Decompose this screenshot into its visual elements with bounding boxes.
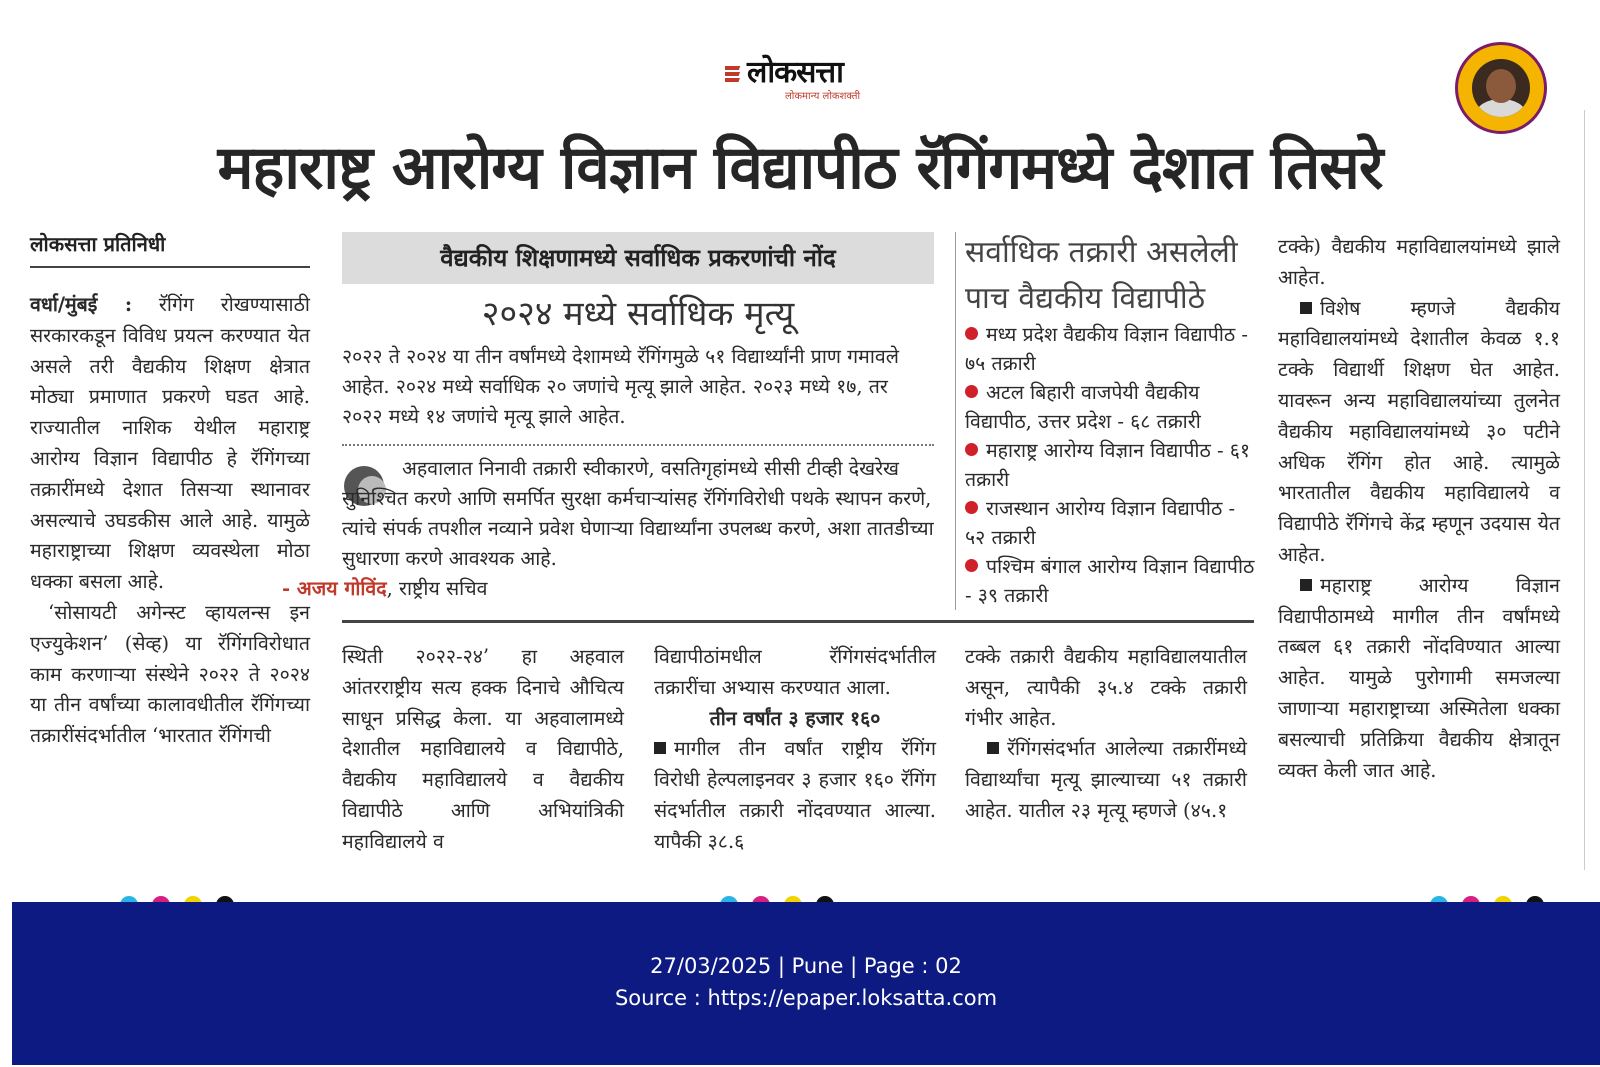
side-list-item: पश्चिम बंगाल आरोग्य विज्ञान विद्यापीठ - ३९ तक्रारी <box>965 555 1255 607</box>
side-list-item: मध्य प्रदेश वैद्यकीय विज्ञान विद्यापीठ - ७५ तक्रारी <box>965 323 1249 375</box>
square-bullet-icon <box>654 742 666 754</box>
section-rule <box>342 620 1254 623</box>
dotted-divider <box>342 444 934 446</box>
logo-text: लोकसत्ता <box>747 55 843 90</box>
headline: महाराष्ट्र आरोग्य विज्ञान विद्यापीठ रॅगिंगमध्ये देशात तिसरे <box>217 133 1383 203</box>
byline-rule <box>30 266 310 268</box>
side-list <box>965 320 1255 610</box>
side-list-item: अटल बिहारी वाजपेयी वैद्यकीय विद्यापीठ, उत्तर प्रदेश - ६८ तक्रारी <box>965 381 1201 433</box>
side-box-title: सर्वाधिक तक्रारी असलेली पाच वैद्यकीय विद्यापीठे <box>965 235 1238 316</box>
box-lead-paragraph: २०२२ ते २०२४ या तीन वर्षांमध्ये देशामध्ये रॅगिंगमुळे ५१ विद्यार्थ्यांनी प्राण गमावले आहेत. २०२४ मध्ये सर्वाधिक २० जणांचे मृत्यू झाले आहेत. २०२३ मध्ये १७, तर २०२२ मध्ये १४ जणांचे मृत्यू झाले आहेत. <box>342 345 899 428</box>
article-column-4 <box>965 642 1247 827</box>
side-list-item: महाराष्ट्र आरोग्य विज्ञान विद्यापीठ - ६१ तक्रारी <box>965 439 1251 491</box>
col5-paragraph-2: विशेष म्हणजे वैद्यकीय महाविद्यालयांमध्ये देशातील केवळ १.१ टक्के विद्यार्थी शिक्षण घेत आहेत. यावरून अन्य महाविद्यालयांच्या तुलनेत वैद्यकीय महाविद्यालयांमध्ये ३० पटीने अधिक रॅगिंग होत आहे. त्यामुळे भारतातील वैद्यकीय महाविद्यालये व विद्यापीठे रॅगिंगचे केंद्र म्हणून उदयास येत आहेत. <box>1278 296 1560 566</box>
bullet-icon <box>965 559 978 572</box>
masthead-logo <box>725 55 895 104</box>
col3-paragraph-1: विद्यापीठांमधील रॅगिंगसंदर्भातील तक्रारींचा अभ्यास करण्यात आला. <box>654 645 936 699</box>
box-subheading: २०२४ मध्ये सर्वाधिक मृत्यू <box>481 294 795 334</box>
quote-role: , राष्ट्रीय सचिव <box>386 577 488 600</box>
col1-paragraph-1: रॅगिंग रोखण्यासाठी सरकारकडून विविध प्रयत्न करण्यात येत असले तरी वैद्यकीय शिक्षण क्षेत्रात मोठ्या प्रमाणात प्रकरणे घडत आहे. राज्यातील नाशिक येथील महाराष्ट्र आरोग्य विज्ञान विद्यापीठ हे रॅगिंगच्या तक्रारींमध्ये देशात तिसऱ्या स्थानावर असल्याचे उघडकीस आले आहे. यामुळे महाराष्ट्राच्या शिक्षण व्यवस्थेला मोठा धक्का बसला आहे. <box>30 293 310 594</box>
article-column-2: स्थिती २०२२-२४’ हा अहवाल आंतरराष्ट्रीय सत्य हक्क दिनाचे औचित्य साधून प्रसिद्ध केला. या अहवालामध्ये देशातील महाविद्यालये व विद्यापीठे, वैद्यकीय महाविद्यालये व वैद्यकीय विद्यापीठे आणि अभियांत्रिकी महाविद्यालये व <box>342 645 624 853</box>
side-list-item: राजस्थान आरोग्य विज्ञान विद्यापीठ - ५२ तक्रारी <box>965 497 1236 549</box>
bullet-icon <box>965 443 978 456</box>
box-heading: वैद्यकीय शिक्षणामध्ये सर्वाधिक प्रकरणांची नोंद <box>342 232 934 284</box>
quote-body: अहवालात निनावी तक्रारी स्वीकारणे, वसतिगृहांमध्ये सीसी टीव्ही देखरेख सुनिश्चित करणे आणि समर्पित सुरक्षा कर्मचाऱ्यांसह रॅगिंगविरोधी पथके स्थापन करणे, त्यांचे संपर्क तपशील नव्याने प्रवेश घेणाऱ्या विद्यार्थ्यांना उपलब्ध करणे, अशा तातडीच्या सुधारणा करणे आवश्यक आहे. <box>342 457 934 570</box>
article-column-1 <box>30 290 310 752</box>
col5-paragraph-3: महाराष्ट्र आरोग्य विज्ञान विद्यापीठामध्ये मागील तीन वर्षांमध्ये तब्बल ६१ तक्रारी नोंदविण्यात आल्या आहेत. यामुळे पुरोगामी समजल्या जाणाऱ्या महाराष्ट्राच्या अस्मितेला धक्का बसल्याची प्रतिक्रिया वैद्यकीय क्षेत्रातून व्यक्त केली जात आहे. <box>1278 573 1560 782</box>
square-bullet-icon <box>987 742 999 754</box>
col5-paragraph-1: टक्के) वैद्यकीय महाविद्यालयांमध्ये झाले आहेत. <box>1278 235 1560 289</box>
bullet-icon <box>965 385 978 398</box>
col3-subheading: तीन वर्षांत ३ हजार १६० <box>709 706 881 730</box>
dateline: वर्धा/मुंबई : <box>30 293 133 316</box>
page-edge-rule <box>1584 110 1585 870</box>
footer-source-line: Source : https://epaper.loksatta.com <box>614 986 998 1010</box>
article-column-3 <box>654 642 936 858</box>
col3-paragraph-2: मागील तीन वर्षांत राष्ट्रीय रॅगिंग विरोधी हेल्पलाइनवर ३ हजार १६० रॅगिंग संदर्भातील तक्रारी नोंदवण्यात आल्या. यापैकी ३८.६ <box>654 737 936 853</box>
footer-date-line: 27/03/2025 | Pune | Page : 02 <box>650 954 962 978</box>
profile-seal <box>1455 42 1547 134</box>
square-bullet-icon <box>1300 579 1312 591</box>
logo-stripes-icon <box>725 64 743 84</box>
bullet-icon <box>965 327 978 340</box>
box-quote <box>282 454 934 604</box>
col1-paragraph-2: ‘सोसायटी अगेन्स्ट व्हायलन्स इन एज्युकेशन’ (सेव्ह) या रॅगिंगविरोधात काम करणाऱ्या संस्थेने २०२२ ते २०२४ या तीन वर्षांच्या कालावधीतील रॅगिंगच्या तक्रारींसंदर्भातील ‘भारतात रॅगिंगची <box>30 600 310 748</box>
bullet-icon <box>965 501 978 514</box>
article-column-5 <box>1278 232 1560 786</box>
square-bullet-icon <box>1300 302 1312 314</box>
column-rule <box>955 232 956 610</box>
logo-tagline: लोकमान्य लोकशक्ती <box>785 91 861 102</box>
footer-banner <box>12 902 1600 1065</box>
quote-author: - अजय गोविंद <box>282 577 387 600</box>
col4-paragraph-2: रॅगिंगसंदर्भात आलेल्या तक्रारींमध्ये विद्यार्थ्यांचा मृत्यू झाल्याच्या ५१ तक्रारी आहेत. यातील २३ मृत्यू म्हणजे (४५.१ <box>965 737 1247 822</box>
byline: लोकसत्ता प्रतिनिधी <box>30 232 166 256</box>
col4-paragraph-1: टक्के तक्रारी वैद्यकीय महाविद्यालयातील असून, त्यापैकी ३५.४ टक्के तक्रारी गंभीर आहेत. <box>965 645 1247 730</box>
profile-photo <box>1472 59 1530 117</box>
